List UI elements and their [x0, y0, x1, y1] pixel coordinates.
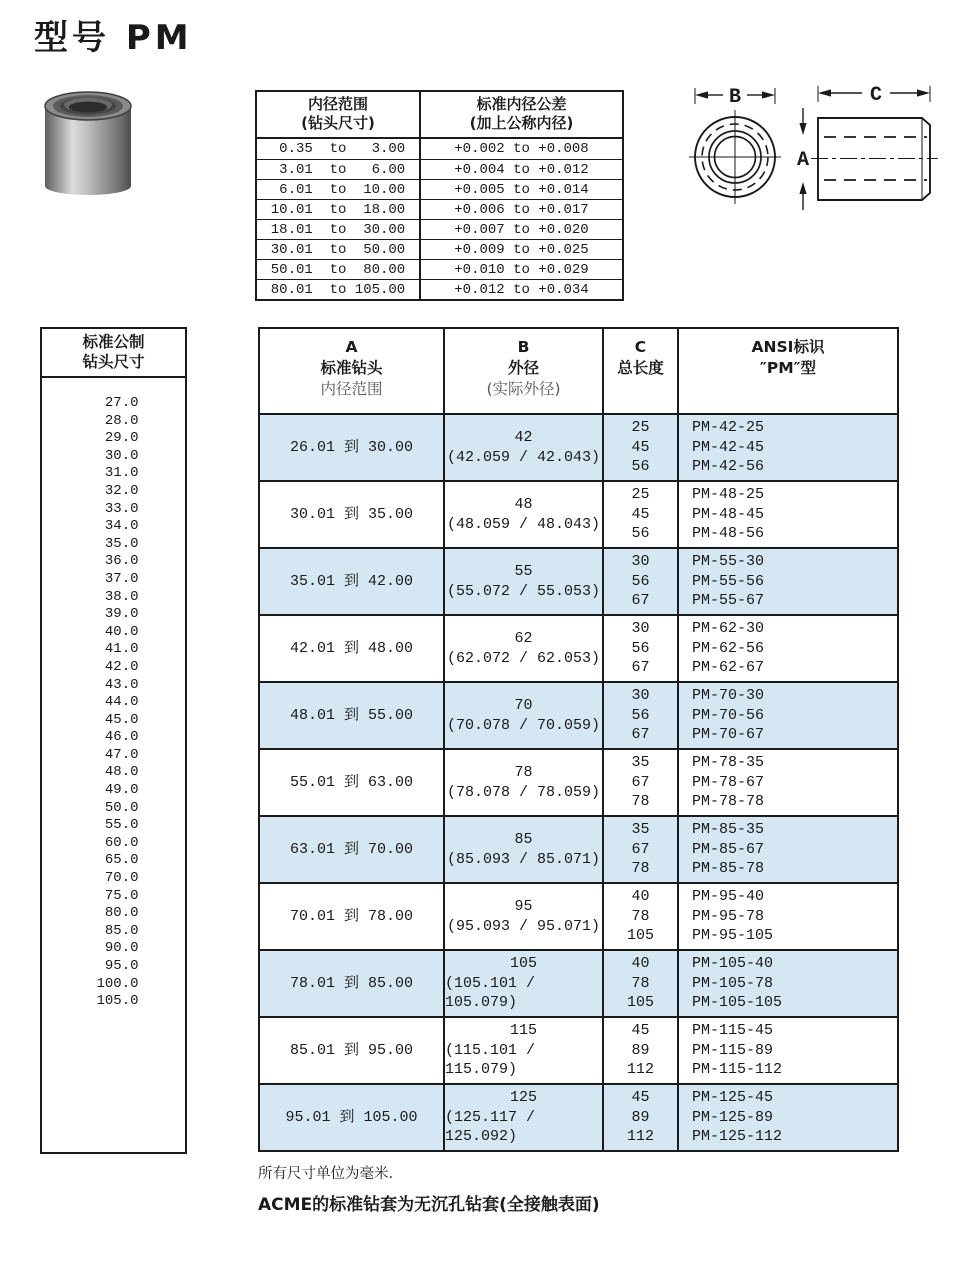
drill-size-item — [42, 975, 185, 993]
length-value: 56 — [631, 572, 650, 590]
length-value: 56 — [631, 525, 650, 543]
bore-range: 26.01 到 30.00 — [289, 438, 414, 456]
od-nominal: 115 — [509, 1022, 537, 1040]
bushing-row — [260, 949, 897, 1016]
od-nominal: 105 — [509, 955, 537, 973]
drill-size-value: 70.0 — [104, 870, 139, 887]
bore-range-cell — [260, 549, 443, 614]
drill-size-item — [42, 851, 185, 869]
bushing-row — [260, 681, 897, 748]
ansi-code: PM-95-78 — [692, 907, 765, 925]
drill-size-item — [42, 676, 185, 694]
drill-size-value: 75.0 — [104, 887, 139, 904]
drill-size-item — [42, 957, 185, 975]
length-cell — [602, 884, 677, 949]
ansi-code: PM-125-89 — [692, 1108, 774, 1126]
drill-size-value: 27.0 — [104, 395, 139, 411]
bore-range-value: 0.35 to 3.00 — [257, 139, 421, 159]
od-actual: (70.078 / 70.059) — [446, 716, 601, 734]
length-value: 78 — [631, 907, 650, 925]
ansi-cell — [677, 549, 897, 614]
ansi-cell — [677, 415, 897, 480]
drill-size-table — [40, 327, 187, 1154]
length-value: 67 — [631, 726, 650, 744]
tolerance-header-range-line1: 内径范围 — [307, 95, 368, 113]
ansi-code: PM-105-40 — [692, 955, 774, 973]
drill-size-value: 30.0 — [104, 447, 139, 464]
od-cell — [443, 1018, 602, 1083]
od-actual: (42.059 / 42.043) — [446, 448, 601, 466]
ansi-code: PM-42-56 — [692, 458, 765, 476]
bore-range-value: 30.01 to 50.00 — [257, 240, 421, 259]
tolerance-row — [257, 199, 622, 219]
length-cell — [602, 616, 677, 681]
ansi-code: PM-85-67 — [692, 840, 765, 858]
ansi-code: PM-48-56 — [692, 525, 765, 543]
od-cell — [443, 683, 602, 748]
drill-size-value: 90.0 — [104, 940, 139, 957]
od-cell — [443, 884, 602, 949]
drill-size-table-header — [42, 329, 185, 378]
bore-range: 70.01 到 78.00 — [289, 907, 414, 925]
od-cell — [443, 951, 602, 1016]
tolerance-row — [257, 179, 622, 199]
drill-size-value: 41.0 — [104, 641, 139, 658]
drill-size-item — [42, 482, 185, 500]
length-cell — [602, 683, 677, 748]
drill-size-value: 36.0 — [104, 553, 139, 570]
header-b-letter: B — [517, 338, 530, 356]
drill-header-line1: 标准公制 — [82, 333, 145, 351]
drill-size-value: 46.0 — [104, 729, 139, 746]
length-value: 25 — [631, 486, 650, 504]
bore-range-cell — [260, 884, 443, 949]
od-nominal: 85 — [514, 831, 533, 848]
od-cell — [443, 415, 602, 480]
tolerance-row — [257, 259, 622, 279]
drill-size-item — [42, 816, 185, 834]
drill-size-value: 42.0 — [104, 658, 139, 675]
length-value: 67 — [631, 773, 650, 791]
ansi-cell — [677, 1085, 897, 1150]
length-value: 45 — [631, 505, 650, 523]
tolerance-value: +0.004 to +0.012 — [454, 161, 589, 178]
drill-size-item — [42, 869, 185, 887]
drill-size-value: 85.0 — [104, 922, 139, 939]
length-value: 56 — [631, 706, 650, 724]
od-nominal: 95 — [514, 898, 533, 915]
bore-range-value: 6.01 to 10.00 — [257, 180, 421, 199]
drill-size-item — [42, 605, 185, 623]
od-actual: (55.072 / 55.053) — [446, 582, 601, 600]
bushing-row — [260, 480, 897, 547]
bore-range: 48.01 到 55.00 — [289, 706, 414, 724]
ansi-code: PM-48-25 — [692, 486, 765, 504]
bushing-row — [260, 748, 897, 815]
drill-size-value: 48.0 — [104, 764, 139, 781]
bore-range-value: 3.01 to 6.00 — [257, 160, 421, 179]
od-actual: (48.059 / 48.043) — [446, 515, 601, 533]
drill-size-value: 37.0 — [104, 570, 139, 587]
length-cell — [602, 549, 677, 614]
tolerance-row — [257, 239, 622, 259]
bushing-table-body — [260, 413, 897, 1150]
dim-a-arrow-up — [799, 182, 806, 194]
od-actual: (95.093 / 95.071) — [446, 917, 601, 935]
drill-size-value: 40.0 — [104, 623, 139, 640]
od-cell — [443, 549, 602, 614]
length-cell — [602, 482, 677, 547]
drill-size-item — [42, 711, 185, 729]
drill-size-item — [42, 640, 185, 658]
ansi-code: PM-62-56 — [692, 639, 765, 657]
od-actual: (115.101 / 115.079) — [445, 1041, 536, 1079]
od-nominal: 42 — [514, 429, 533, 446]
drill-size-value: 49.0 — [104, 782, 139, 799]
ansi-cell — [677, 482, 897, 547]
ansi-code: PM-55-56 — [692, 572, 765, 590]
bore-range-cell — [260, 482, 443, 547]
drill-size-value: 45.0 — [104, 711, 139, 728]
ansi-code: PM-115-45 — [692, 1022, 774, 1040]
tolerance-value: +0.005 to +0.014 — [454, 181, 589, 198]
drill-size-item — [42, 394, 185, 412]
bore-range: 85.01 到 95.00 — [289, 1041, 414, 1059]
drill-size-item — [42, 922, 185, 940]
length-cell — [602, 817, 677, 882]
length-value: 105 — [626, 927, 654, 945]
od-nominal: 70 — [514, 697, 533, 714]
ansi-code: PM-105-105 — [692, 994, 783, 1012]
ansi-cell — [677, 616, 897, 681]
length-value: 78 — [631, 974, 650, 992]
bushing-photo — [42, 84, 134, 202]
drill-size-value: 43.0 — [104, 676, 139, 693]
ansi-code: PM-85-78 — [692, 860, 765, 878]
length-value: 78 — [631, 793, 650, 811]
page-title: 型号 PM — [34, 18, 193, 58]
length-value: 30 — [631, 687, 650, 705]
od-cell — [443, 1085, 602, 1150]
ansi-code: PM-115-89 — [692, 1041, 774, 1059]
ansi-code: PM-70-67 — [692, 726, 765, 744]
ansi-cell — [677, 951, 897, 1016]
bore-range: 35.01 到 42.00 — [289, 572, 414, 590]
drill-size-item — [42, 623, 185, 641]
drill-size-value: 29.0 — [104, 430, 139, 447]
header-ansi-line2: ″PM″型 — [759, 359, 817, 377]
bore-range-value: 10.01 to 18.00 — [257, 200, 421, 219]
units-note: 所有尺寸单位为毫米. — [258, 1166, 394, 1182]
tolerance-row — [257, 219, 622, 239]
ansi-cell — [677, 817, 897, 882]
bushing-row — [260, 547, 897, 614]
drill-size-item — [42, 763, 185, 781]
bushing-bore-hole — [69, 102, 107, 113]
drill-size-value: 95.0 — [104, 958, 139, 974]
ansi-cell — [677, 750, 897, 815]
drill-size-value: 44.0 — [104, 694, 139, 711]
drill-size-value: 65.0 — [104, 852, 139, 869]
length-cell — [602, 750, 677, 815]
tolerance-table-header — [257, 92, 622, 139]
drill-size-item — [42, 517, 185, 535]
od-actual: (78.078 / 78.059) — [446, 783, 601, 801]
drill-size-item — [42, 728, 185, 746]
drill-size-value: 28.0 — [104, 412, 139, 429]
bore-range-value: 50.01 to 80.00 — [257, 260, 421, 279]
tolerance-header-tol-line1: 标准内径公差 — [476, 95, 567, 113]
od-nominal: 55 — [514, 563, 533, 580]
ansi-code: PM-95-40 — [692, 888, 765, 906]
dim-c-arrow-left — [818, 89, 831, 96]
header-a-line2: 标准钻头 — [320, 359, 383, 377]
length-value: 25 — [631, 419, 650, 437]
drill-size-item — [42, 781, 185, 799]
drill-size-item — [42, 412, 185, 430]
length-value: 67 — [631, 592, 650, 610]
tolerance-value: +0.012 to +0.034 — [454, 281, 589, 298]
drill-size-item — [42, 658, 185, 676]
bore-range: 63.01 到 70.00 — [289, 840, 414, 858]
length-value: 35 — [631, 754, 650, 772]
header-b-line2: 外径 — [507, 359, 539, 377]
bore-range: 95.01 到 105.00 — [285, 1108, 418, 1126]
bore-range: 42.01 到 48.00 — [289, 639, 414, 657]
drill-size-value: 35.0 — [104, 535, 139, 552]
ansi-code: PM-55-67 — [692, 592, 765, 610]
header-c-letter: C — [634, 338, 647, 356]
dim-b-arrow-left — [695, 91, 708, 98]
od-cell — [443, 616, 602, 681]
bore-range-cell — [260, 817, 443, 882]
ansi-code: PM-78-35 — [692, 754, 765, 772]
drill-size-item — [42, 588, 185, 606]
length-cell — [602, 951, 677, 1016]
od-actual: (85.093 / 85.071) — [446, 850, 601, 868]
header-col-a — [260, 329, 443, 413]
tolerance-row — [257, 279, 622, 299]
bore-range-value: 80.01 to 105.00 — [257, 280, 421, 299]
dim-a-arrow-down — [799, 123, 806, 135]
drill-size-item — [42, 904, 185, 922]
header-a-line3: 内径范围 — [320, 380, 383, 398]
drill-size-item — [42, 447, 185, 465]
ansi-code: PM-85-35 — [692, 821, 765, 839]
bushing-row — [260, 882, 897, 949]
tolerance-header-tol — [421, 92, 622, 137]
od-actual: (62.072 / 62.053) — [446, 649, 601, 667]
tolerance-value: +0.009 to +0.025 — [454, 241, 589, 258]
bushing-spec-table — [258, 327, 899, 1152]
length-value: 112 — [626, 1061, 654, 1079]
ansi-code: PM-62-30 — [692, 620, 765, 638]
length-value: 89 — [631, 1041, 650, 1059]
drill-size-item — [42, 570, 185, 588]
drill-size-item — [42, 939, 185, 957]
bore-range-cell — [260, 1018, 443, 1083]
drill-size-item — [42, 500, 185, 518]
ansi-cell — [677, 884, 897, 949]
bore-range-value: 18.01 to 30.00 — [257, 220, 421, 239]
bore-range: 55.01 到 63.00 — [289, 773, 414, 791]
drill-size-value: 47.0 — [104, 746, 139, 763]
drill-size-item — [42, 799, 185, 817]
bushing-row — [260, 614, 897, 681]
dim-c-label: C — [869, 84, 883, 107]
ansi-code: PM-62-67 — [692, 659, 765, 677]
length-value: 40 — [631, 955, 650, 973]
dim-b-arrow-right — [762, 91, 775, 98]
dim-b-label: B — [728, 86, 742, 109]
od-actual: (125.117 / 125.092) — [445, 1108, 536, 1146]
bushing-table-header — [260, 329, 897, 413]
bore-range-cell — [260, 750, 443, 815]
tolerance-row — [257, 159, 622, 179]
ansi-code: PM-55-30 — [692, 553, 765, 571]
ansi-code: PM-70-56 — [692, 706, 765, 724]
ansi-code: PM-78-78 — [692, 793, 765, 811]
tolerance-value: +0.010 to +0.029 — [454, 261, 589, 278]
ansi-code: PM-105-78 — [692, 974, 774, 992]
length-value: 30 — [631, 553, 650, 571]
drill-size-value: 33.0 — [104, 500, 139, 517]
length-value: 56 — [631, 458, 650, 476]
tolerance-row — [257, 139, 622, 159]
ansi-code: PM-115-112 — [692, 1061, 783, 1079]
drill-size-value: 80.0 — [104, 905, 139, 922]
drill-size-item — [42, 746, 185, 764]
od-nominal: 48 — [514, 496, 533, 513]
length-value: 30 — [631, 620, 650, 638]
length-value: 40 — [631, 888, 650, 906]
header-c-line2: 总长度 — [617, 359, 664, 377]
tolerance-header-range — [257, 92, 421, 137]
tolerance-table-body — [257, 139, 622, 299]
length-value: 45 — [631, 1089, 650, 1107]
ansi-code: PM-95-105 — [692, 927, 774, 945]
length-value: 56 — [631, 639, 650, 657]
length-value: 45 — [631, 1022, 650, 1040]
bushing-row — [260, 413, 897, 480]
drill-size-item — [42, 693, 185, 711]
bore-range-cell — [260, 951, 443, 1016]
od-cell — [443, 482, 602, 547]
drill-size-item — [42, 535, 185, 553]
ansi-code: PM-70-30 — [692, 687, 765, 705]
drill-size-value: 38.0 — [104, 588, 139, 605]
drill-size-list — [42, 378, 185, 1010]
ansi-cell — [677, 1018, 897, 1083]
bore-range-cell — [260, 1085, 443, 1150]
header-b-line3: (实际外径) — [486, 380, 561, 398]
od-actual: (105.101 / 105.079) — [445, 974, 536, 1012]
technical-drawing — [666, 80, 976, 240]
bore-range-cell — [260, 415, 443, 480]
length-cell — [602, 1018, 677, 1083]
header-col-b — [443, 329, 602, 413]
length-value: 45 — [631, 438, 650, 456]
drill-size-value: 32.0 — [104, 482, 139, 499]
drill-size-item — [42, 464, 185, 482]
length-value: 35 — [631, 821, 650, 839]
header-col-c — [602, 329, 677, 413]
ansi-code: PM-78-67 — [692, 773, 765, 791]
od-nominal: 62 — [514, 630, 533, 647]
length-value: 67 — [631, 659, 650, 677]
bore-range: 78.01 到 85.00 — [289, 974, 414, 992]
bore-range: 30.01 到 35.00 — [289, 505, 414, 523]
drill-size-value: 31.0 — [104, 465, 139, 482]
drill-size-item — [42, 834, 185, 852]
bore-range-cell — [260, 616, 443, 681]
ansi-code: PM-125-45 — [692, 1089, 774, 1107]
length-cell — [602, 415, 677, 480]
tolerance-table — [255, 90, 624, 301]
header-col-ansi — [677, 329, 897, 413]
length-value: 78 — [631, 860, 650, 878]
drill-size-value: 55.0 — [104, 817, 139, 834]
drill-size-item — [42, 429, 185, 447]
bushing-row — [260, 815, 897, 882]
length-value: 89 — [631, 1108, 650, 1126]
drill-size-value: 60.0 — [104, 834, 139, 851]
ansi-code: PM-125-112 — [692, 1128, 783, 1146]
ansi-code: PM-48-45 — [692, 505, 765, 523]
od-nominal: 78 — [514, 764, 533, 781]
drill-size-value: 50.0 — [104, 799, 139, 816]
tolerance-value: +0.007 to +0.020 — [454, 221, 589, 238]
bore-range-cell — [260, 683, 443, 748]
tolerance-header-range-line2: (钻头尺寸) — [301, 114, 375, 132]
od-cell — [443, 817, 602, 882]
acme-note: ACME的标准钻套为无沉孔钻套(全接触表面) — [258, 1195, 600, 1215]
tolerance-value: +0.002 to +0.008 — [454, 141, 589, 157]
drill-header-line2: 钻头尺寸 — [82, 353, 145, 371]
dim-a-label: A — [796, 149, 810, 172]
drill-size-value: 34.0 — [104, 518, 139, 535]
header-a-letter: A — [345, 338, 358, 356]
od-cell — [443, 750, 602, 815]
length-value: 112 — [626, 1128, 654, 1146]
length-value: 67 — [631, 840, 650, 858]
bushing-row — [260, 1083, 897, 1150]
header-ansi-line1: ANSI标识 — [751, 338, 825, 356]
tolerance-header-tol-line2: (加上公称内径) — [469, 114, 574, 132]
length-cell — [602, 1085, 677, 1150]
drill-size-item — [42, 992, 185, 1010]
drill-size-item — [42, 887, 185, 905]
drill-size-value: 39.0 — [104, 606, 139, 623]
od-nominal: 125 — [509, 1089, 537, 1107]
ansi-cell — [677, 683, 897, 748]
length-value: 105 — [626, 994, 654, 1012]
drill-size-value: 105.0 — [96, 993, 139, 1010]
drill-size-item — [42, 552, 185, 570]
bushing-row — [260, 1016, 897, 1083]
ansi-code: PM-42-25 — [692, 419, 765, 437]
dim-c-arrow-right — [917, 89, 930, 96]
drill-size-value: 100.0 — [96, 975, 139, 992]
tolerance-value: +0.006 to +0.017 — [454, 201, 589, 218]
ansi-code: PM-42-45 — [692, 438, 765, 456]
